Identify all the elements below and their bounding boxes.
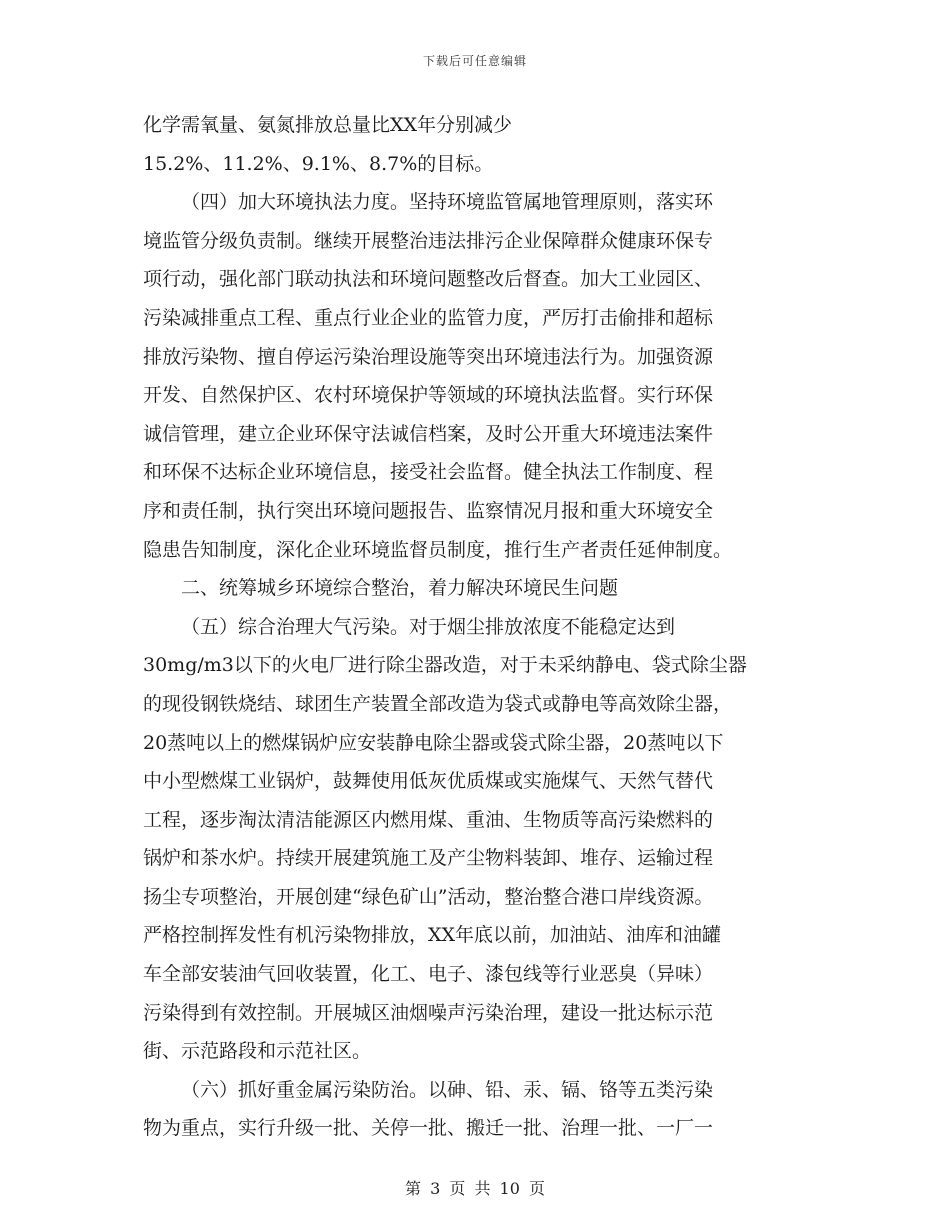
text-line: 20蒸吨以上的燃煤锅炉应安装静电除尘器或袋式除尘器，20蒸吨以下 [143, 731, 724, 754]
text-line: 的现役钢铁烧结、球团生产装置全部改造为袋式或静电等高效除尘器， [143, 692, 733, 715]
text-line: 开发、自然保护区、农村环境保护等领域的环境执法监督。实行环保 [143, 384, 714, 407]
page-header: 下载后可任意编辑 [422, 54, 527, 68]
text-line: 15.2%、11.2%、9.1%、8.7%的目标。 [143, 152, 494, 175]
text-line: 序和责任制，执行突出环境问题报告、监察情况月报和重大环境安全 [143, 499, 714, 522]
page-footer: 第 3 页 共 10 页 [405, 1179, 545, 1198]
text-line: 工程，逐步淘汰清洁能源区内燃用煤、重油、生物质等高污染燃料的 [143, 808, 714, 831]
text-line: 和环保不达标企业环境信息，接受社会监督。健全执法工作制度、程 [143, 461, 714, 484]
text-line: 污染减排重点工程、重点行业企业的监管力度，严厉打击偷排和超标 [143, 306, 714, 329]
document-body [143, 106, 808, 1148]
text-line: 锅炉和茶水炉。持续开展建筑施工及产尘物料装卸、堆存、运输过程 [143, 847, 714, 870]
text-line: 车全部安装油气回收装置，化工、电子、漆包线等行业恶臭（异味） [143, 963, 714, 986]
text-line: 扬尘专项整治，开展创建“绿色矿山”活动，整治整合港口岸线资源。 [143, 885, 714, 908]
text-line: （五）综合治理大气污染。对于烟尘排放浓度不能稳定达到 [181, 615, 676, 638]
text-line: 诚信管理，建立企业环保守法诚信档案，及时公开重大环境违法案件 [143, 422, 714, 445]
text-line: 物为重点，实行升级一批、关停一批、搬迁一批、治理一批、一厂一 [143, 1117, 714, 1140]
text-line: 二、统筹城乡环境综合整治，着力解决环境民生问题 [181, 577, 619, 600]
text-line: 30mg/m3以下的火电厂进行除尘器改造，对于未采纳静电、袋式除尘器 [143, 654, 747, 677]
text-line: 境监管分级负责制。继续开展整治违法排污企业保障群众健康环保专 [143, 229, 714, 252]
text-line: 化学需氧量、氨氮排放总量比XX年分别减少 [143, 114, 513, 136]
text-line: 街、示范路段和示范社区。 [143, 1040, 372, 1063]
text-line: （四）加大环境执法力度。坚持环境监管属地管理原则，落实环 [181, 191, 714, 214]
text-line: 项行动，强化部门联动执法和环境问题整改后督查。加大工业园区、 [143, 268, 714, 291]
text-line: 隐患告知制度，深化企业环境监督员制度，推行生产者责任延伸制度。 [143, 538, 733, 561]
text-line: 严格控制挥发性有机污染物排放，XX年底以前，加油站、油库和油罐 [143, 924, 722, 947]
text-line: （六）抓好重金属污染防治。以砷、铅、汞、镉、铬等五类污染 [181, 1078, 714, 1101]
text-line: 排放污染物、擅自停运污染治理设施等突出环境违法行为。加强资源 [143, 345, 714, 368]
text-line: 中小型燃煤工业锅炉，鼓舞使用低灰优质煤或实施煤气、天然气替代 [143, 770, 714, 793]
text-line: 污染得到有效控制。开展城区油烟噪声污染治理，建设一批达标示范 [143, 1001, 714, 1024]
